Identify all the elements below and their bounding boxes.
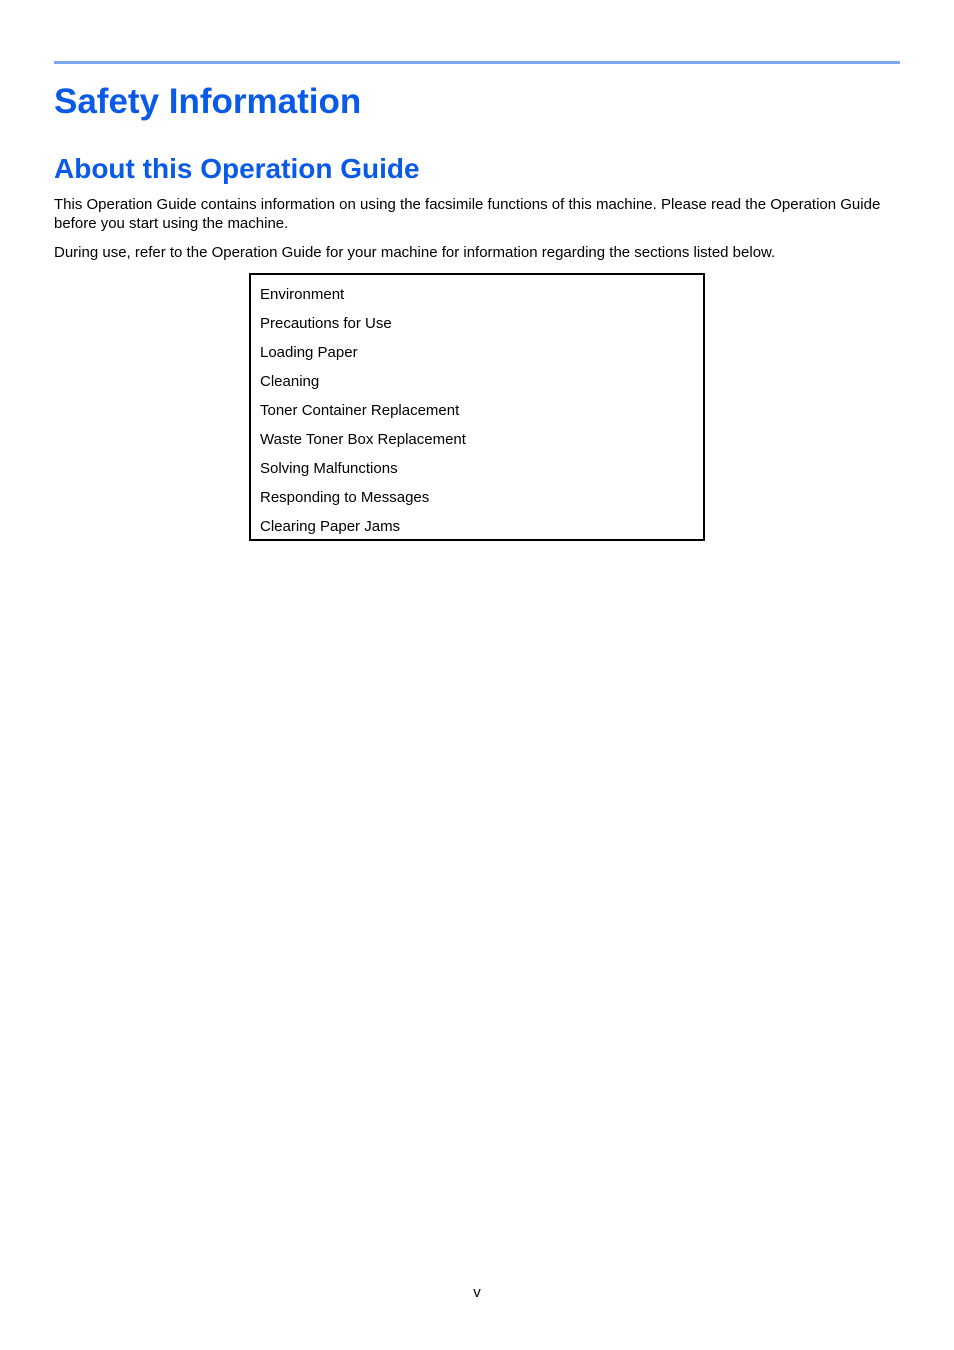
- reference-sections-list: [251, 275, 703, 541]
- list-item: Toner Container Replacement: [260, 402, 460, 419]
- list-item: Responding to Messages: [260, 489, 430, 506]
- list-item: Loading Paper: [260, 344, 358, 361]
- list-item: Clearing Paper Jams: [260, 518, 401, 535]
- list-item: Waste Toner Box Replacement: [260, 431, 466, 448]
- list-item: Precautions for Use: [260, 315, 392, 332]
- reference-paragraph: During use, refer to the Operation Guide for your machine for information regarding the sections listed below.: [54, 244, 776, 261]
- reference-sections-box: [249, 273, 705, 541]
- header-rule: [54, 61, 900, 64]
- list-item: Solving Malfunctions: [260, 460, 398, 477]
- chapter-title: Safety Information: [54, 82, 362, 121]
- page-number: v: [473, 1284, 481, 1301]
- intro-paragraph: This Operation Guide contains information on using the facsimile functions of this machine. Please read the Operation Guide before you start using the machine.: [54, 196, 881, 232]
- list-item: Cleaning: [260, 373, 320, 390]
- list-item: Environment: [260, 286, 345, 303]
- section-title: About this Operation Guide: [54, 153, 420, 184]
